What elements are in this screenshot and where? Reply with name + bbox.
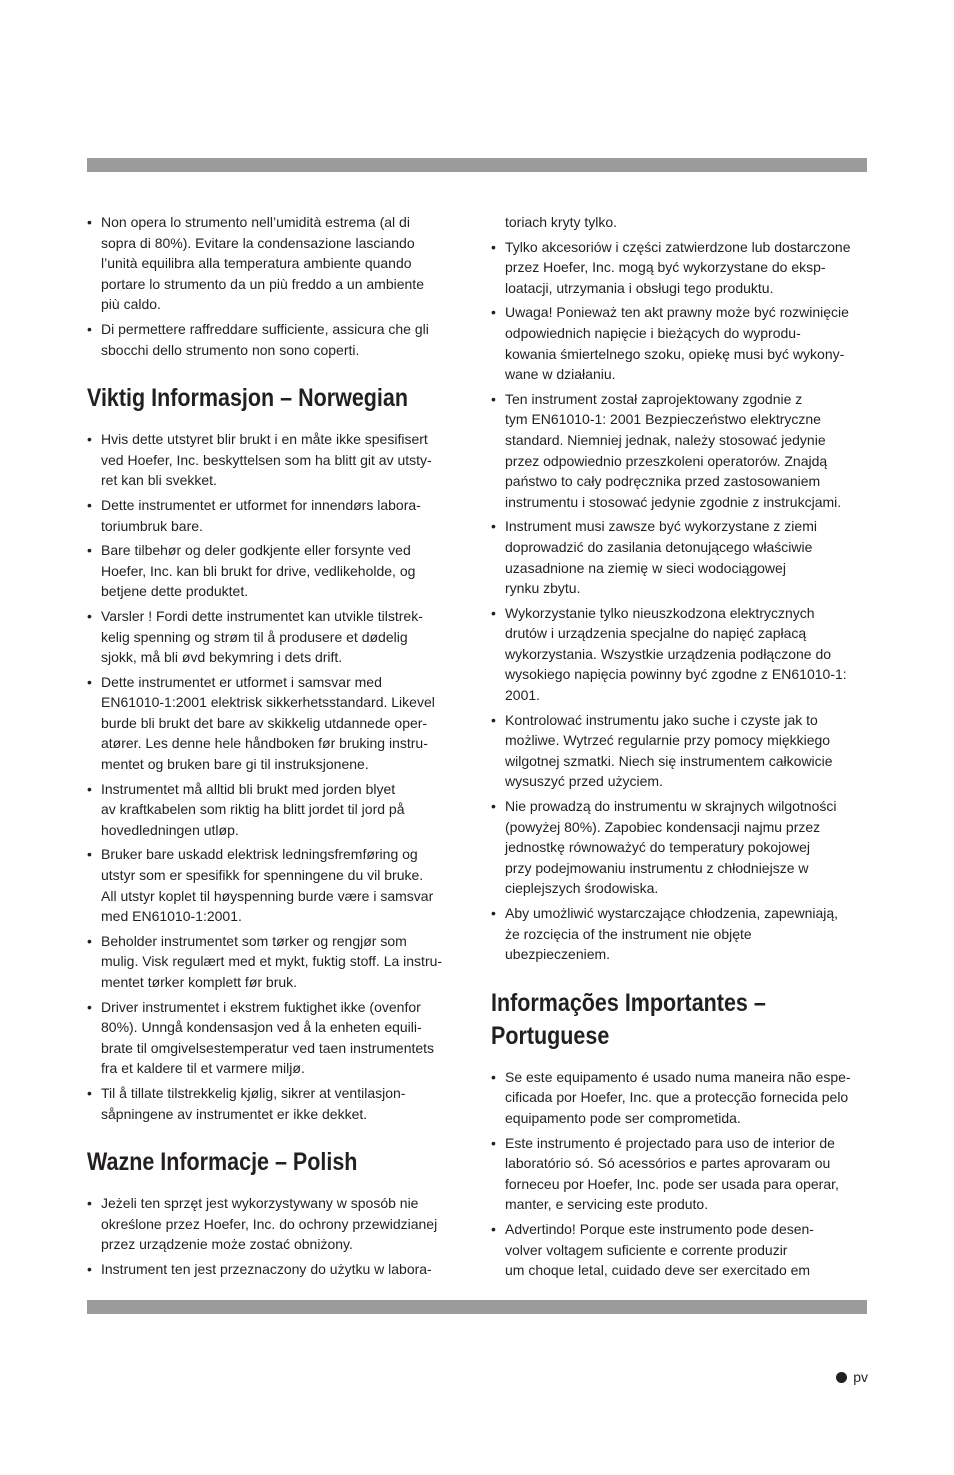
list-item: • Nie prowadzą do instrumentu w skrajnych wilgotności (powyżej 80%). Zapobiec kondensacji najmu przez jednostkę równoważyć do temperatury pokojowej przy podejmowaniu instrumentu z chłodniejsze w cieplejszych środowiska. <box>491 798 837 897</box>
list-item-continuation: toriach kryty tylko. <box>505 214 618 230</box>
list-item: • Wykorzystanie tylko nieuszkodzona elektrycznych drutów i urządzenia specjalne do napięć zapłacą wykorzystania. Wszystkie urządzenia podłączone do wysokiego napięcia powinny być zgodne z EN61010-1: 2001. <box>491 604 847 704</box>
list-item: • Dette instrumentet er utformet i samsvar med EN61010-1:2001 elektrisk sikkerhetsstandard. Likevel burde bli brukt det bare av skikkelig utdannede oper- atører. Les denne hele håndboken før bruking instru- mentet og bruken bare gi til instruksjonene. <box>87 673 435 773</box>
list-item: • Tylko akcesoriów i części zatwierdzone lub dostarczone przez Hoefer, Inc. mogą być wykorzystane do eksp- loatacji, utrzymania i obsługi tego produktu. <box>491 238 851 296</box>
list-item: • Bare tilbehør og deler godkjente eller forsynte ved Hoefer, Inc. kan bli brukt for drive, vedlikeholde, og betjene dette produktet. <box>87 542 416 600</box>
italian-list <box>87 212 463 360</box>
list-item: • Ten instrument został zaprojektowany zgodnie z tym EN61010-1: 2001 Bezpieczeństwo elektryczne standard. Niemniej jednak, należy stosować jedynie przez odpowiednio przeszkoleni operatorów. Znajdą państwo to cały podręcznika przed zastosowaniem instrumentu i stosować jedynie zgodnie z instrukcjami. <box>491 390 842 510</box>
list-item: • Jeżeli ten sprzęt jest wykorzystywany w sposób nie określone przez Hoefer, Inc. do ochrony przewidzianej przez urządzenie może zostać obniżony. <box>87 1195 438 1253</box>
list-item: • Til å tillate tilstrekkelig kjølig, sikrer at ventilasjon- såpningene av instrumentet er ikke dekket. <box>87 1084 406 1122</box>
list-item: • Hvis dette utstyret blir brukt i en måte ikke spesifisert ved Hoefer, Inc. beskyttelsen som ha blitt git av utsty- ret kan bli svekket. <box>87 431 432 489</box>
polish-list-continued <box>491 212 867 965</box>
list-item: • Kontrolować instrumentu jako suche i czyste jak to możliwe. Wytrzeć regularnie przy pomocy miękkiego wilgotnej szmatki. Niech się instrumentem całkowicie wysuszyć przed użyciem. <box>491 711 833 790</box>
list-item: • Beholder instrumentet som tørker og rengjør som mulig. Visk regulært med et mykt, fuktig stoff. La instru- mentet tørker komplett før bruk. <box>87 932 443 990</box>
polish-list <box>87 1193 463 1279</box>
page-number: pv <box>853 1369 868 1385</box>
list-item: • Bruker bare uskadd elektrisk ledningsfremføring og utstyr som er spesifikk for spenningene du vil bruke. All utstyr koplet til høyspenning burde være i samsvar med EN61010-1:2001. <box>87 846 434 925</box>
list-item: • Instrument ten jest przeznaczony do użytku w labora- <box>87 1260 432 1277</box>
left-column <box>87 212 463 1284</box>
list-item: • Aby umożliwić wystarczające chłodzenia, zapewniają, że rozcięcia of the instrument nie objęte ubezpieczeniem. <box>491 905 839 963</box>
right-column <box>491 212 867 1285</box>
list-item: • Uwaga! Ponieważ ten akt prawny może być rozwinięcie odpowiednich napięcie i bieżących do wyprodu- kowania śmiertelnego szoku, opiekę musi być wykony- wane w działaniu. <box>491 304 849 383</box>
bullet-dot-icon <box>836 1372 847 1383</box>
norwegian-list <box>87 429 463 1124</box>
list-item: • Instrumentet må alltid bli brukt med jorden blyet av kraftkabelen som riktig ha blitt jordet til jord på hovedledningen utløp. <box>87 780 405 838</box>
section-heading-portuguese: Informações Importantes – Portuguese <box>491 988 766 1050</box>
list-item: • Dette instrumentet er utformet for innendørs labora- toriumbruk bare. <box>87 496 421 534</box>
bottom-rule <box>87 1300 867 1314</box>
list-item: • Se este equipamento é usado numa maneira não espe- cificada por Hoefer, Inc. que a protecção fornecida pelo equipamento pode ser comprometida. <box>491 1068 851 1126</box>
list-item: • Di permettere raffreddare sufficiente, assicura che gli sbocchi dello strumento non sono coperti. <box>87 320 429 358</box>
list-item: • Advertindo! Porque este instrumento pode desen- volver voltagem suficiente e corrente produzir um choque letal, cuidado deve ser exercitado em <box>491 1220 814 1279</box>
section-heading-polish: Wazne Informacje – Polish <box>87 1148 358 1177</box>
list-item: • Driver instrumentet i ekstrem fuktighet ikke (ovenfor 80%). Unngå kondensasjon ved å la enheten equili- brate til omgivelsestemperatur ved taen instrumentets fra et kaldere til et varmere miljø. <box>87 998 435 1077</box>
page-footer <box>836 1369 868 1385</box>
list-item: • Instrument musi zawsze być wykorzystane z ziemi doprowadzić do zasilania detonującego właściwie uzasadnione na ziemię w sieci wodociągowej rynku zbytu. <box>491 518 817 597</box>
section-heading-norwegian: Viktig Informasjon – Norwegian <box>87 384 408 413</box>
top-rule <box>87 158 867 172</box>
list-item: • Varsler ! Fordi dette instrumentet kan utvikle tilstrek- kelig spenning og strøm til å produsere et dødelig sjokk, må bli øvd bekymring i dets drift. <box>87 607 423 666</box>
list-item: • Non opera lo strumento nell’umidità estrema (al di sopra di 80%). Evitare la condensazione lasciando l’unità equilibra alla temperatura ambiente quando portare lo strumento da un più freddo a un ambiente più caldo. <box>87 214 424 313</box>
list-item: • Este instrumento é projectado para uso de interior de laboratório só. Só acessórios e partes aprovaram ou forneceu por Hoefer, Inc. pode ser usada para operar, manter, e servicing este produto. <box>491 1134 839 1213</box>
portuguese-list <box>491 1067 867 1281</box>
